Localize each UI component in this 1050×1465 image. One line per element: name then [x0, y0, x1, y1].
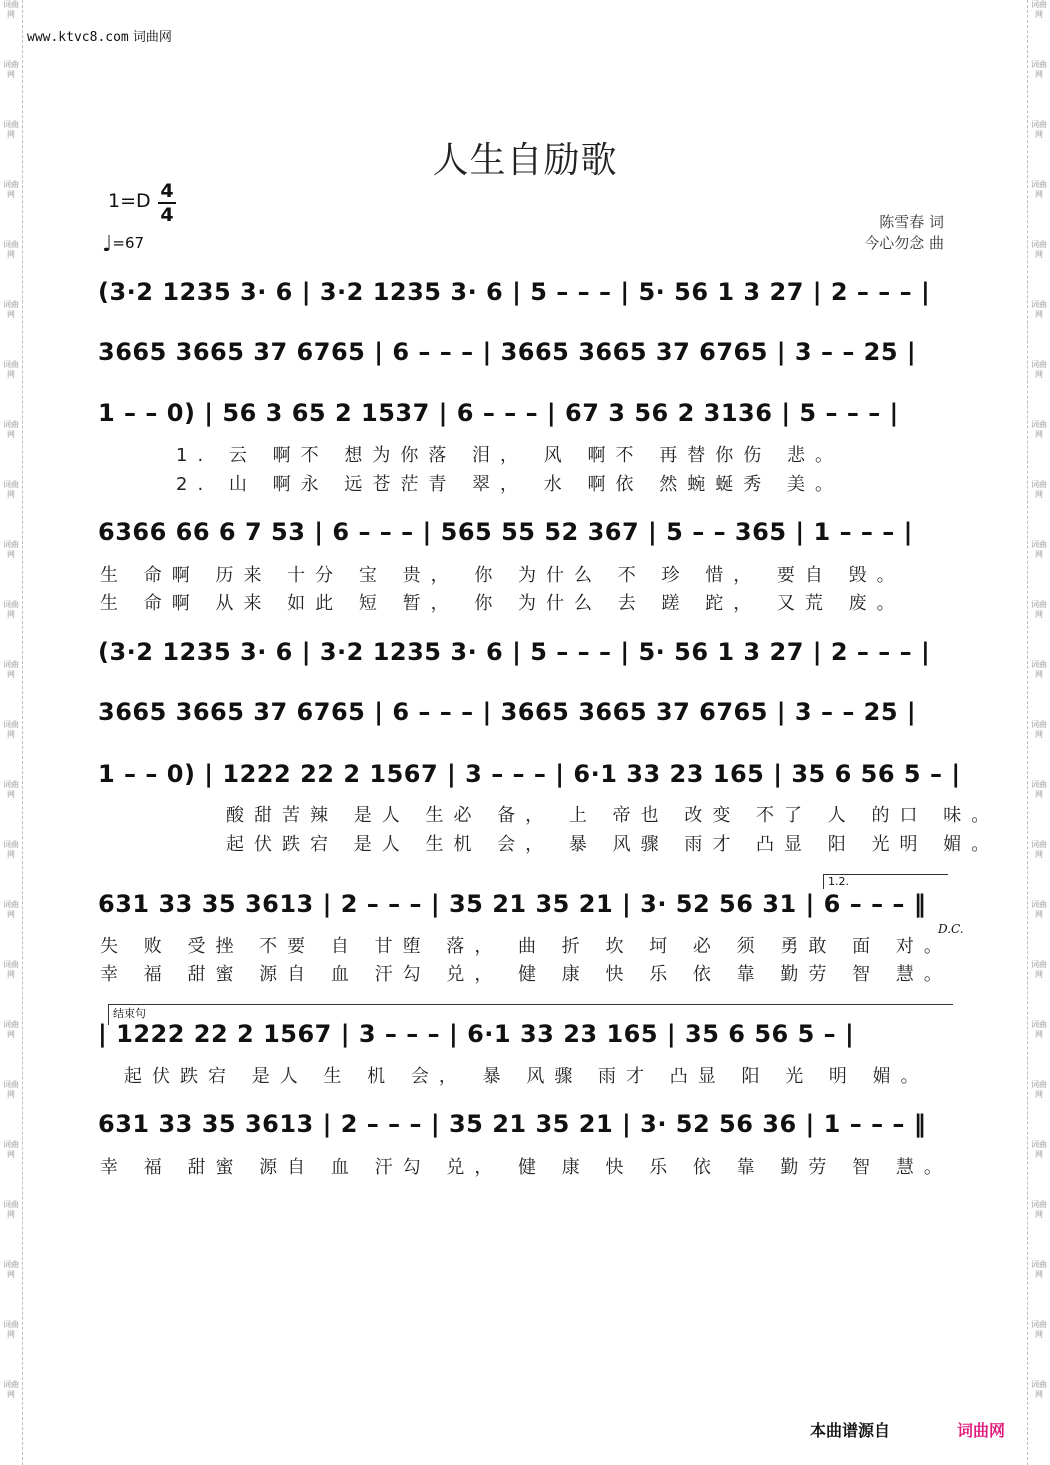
notation-system-4: 6366 66 6 7 53 | 6 – – – | 565 55 52 367 | 5 – – 365 | 1 – – – |: [98, 518, 913, 546]
watermark-mark: 词曲网: [1031, 840, 1047, 859]
watermark-mark: 词曲网: [1031, 900, 1047, 919]
notation-system-5: (3·2 1235 3· 6 | 3·2 1235 3· 6 | 5 – – – | 5· 56 1 3 27 | 2 – – – |: [98, 638, 931, 666]
right-watermark-strip: [1027, 0, 1050, 1465]
lyric-line: 失 败 受挫 不要 自 甘堕 落， 曲 折 坎 坷 必 须 勇敢 面 对。: [100, 936, 952, 957]
credits: [864, 212, 944, 254]
watermark-mark: 词曲网: [1031, 1260, 1047, 1279]
watermark-mark: 词曲网: [3, 720, 19, 739]
composer-credit: 今心勿念 曲: [864, 234, 944, 252]
watermark-mark: 词曲网: [1031, 660, 1047, 679]
key-signature: 1=D: [108, 190, 151, 212]
watermark-mark: 词曲网: [3, 960, 19, 979]
watermark-mark: 词曲网: [3, 0, 19, 19]
time-signature: [156, 180, 178, 226]
lyric-line: 2. 山 啊永 远苍茫青 翠， 水 啊依 然蜿蜒秀 美。: [176, 474, 843, 495]
watermark-mark: 词曲网: [1031, 960, 1047, 979]
notation-system-7: 1 – – 0) | 1222 22 2 1567 | 3 – – – | 6·1 33 23 165 | 35 6 56 5 – |: [98, 760, 961, 788]
lyric-line: 幸 福 甜蜜 源自 血 汗勾 兑， 健 康 快 乐 依 靠 勤劳 智 慧。: [100, 1157, 952, 1178]
lyric-line: 生 命啊 历来 十分 宝 贵， 你 为什么 不 珍 惜， 要自 毁。: [100, 565, 905, 586]
site-url[interactable]: www.ktvc8.com: [27, 30, 129, 45]
watermark-mark: 词曲网: [3, 780, 19, 799]
watermark-mark: 词曲网: [3, 840, 19, 859]
watermark-mark: 词曲网: [1031, 60, 1047, 79]
lyricist-credit: 陈雪春 词: [879, 213, 944, 231]
watermark-mark: 词曲网: [3, 120, 19, 139]
watermark-mark: 词曲网: [1031, 420, 1047, 439]
watermark-mark: 词曲网: [3, 540, 19, 559]
tempo-value: =67: [112, 234, 145, 252]
watermark-mark: 词曲网: [1031, 0, 1047, 19]
watermark-mark: 词曲网: [1031, 1200, 1047, 1219]
watermark-mark: 词曲网: [1031, 180, 1047, 199]
lyric-line: 幸 福 甜蜜 源自 血 汗勾 兑， 健 康 快 乐 依 靠 勤劳 智 慧。: [100, 964, 952, 985]
watermark-mark: 词曲网: [3, 1260, 19, 1279]
notation-system-9: | 1222 22 2 1567 | 3 – – – | 6·1 33 23 165 | 35 6 56 5 – |: [98, 1020, 855, 1048]
watermark-mark: 词曲网: [1031, 480, 1047, 499]
footer-source-label: 本曲谱源自: [810, 1421, 891, 1440]
watermark-mark: 词曲网: [3, 300, 19, 319]
watermark-mark: 词曲网: [3, 600, 19, 619]
watermark-mark: 词曲网: [1031, 120, 1047, 139]
notation-system-8: 631 33 35 3613 | 2 – – – | 35 21 35 21 | 3· 52 56 31 | 6 – – – ‖: [98, 890, 927, 918]
left-watermark-strip: [0, 0, 23, 1465]
watermark-mark: 词曲网: [1031, 1380, 1047, 1399]
time-signature-bottom: 4: [160, 204, 174, 226]
watermark-mark: 词曲网: [3, 1080, 19, 1099]
notation-system-3: 1 – – 0) | 56 3 65 2 1537 | 6 – – – | 67 3 56 2 3136 | 5 – – – |: [98, 399, 899, 427]
watermark-mark: 词曲网: [1031, 360, 1047, 379]
watermark-mark: 词曲网: [3, 60, 19, 79]
notation-system-1: (3·2 1235 3· 6 | 3·2 1235 3· 6 | 5 – – – | 5· 56 1 3 27 | 2 – – – |: [98, 278, 931, 306]
notation-system-6: 3665 3665 37 6765 | 6 – – – | 3665 3665 37 6765 | 3 – – 25 |: [98, 698, 917, 726]
watermark-mark: 词曲网: [3, 1200, 19, 1219]
time-signature-top: 4: [160, 180, 174, 202]
watermark-mark: 词曲网: [1031, 600, 1047, 619]
watermark-mark: 词曲网: [3, 360, 19, 379]
watermark-mark: 词曲网: [1031, 1140, 1047, 1159]
watermark-mark: 词曲网: [1031, 1080, 1047, 1099]
watermark-mark: 词曲网: [1031, 1020, 1047, 1039]
lyric-line: 起伏跌宕 是人 生 机 会， 暴 风骤 雨才 凸显 阳 光 明 媚。: [124, 1066, 929, 1087]
notation-system-10: 631 33 35 3613 | 2 – – – | 35 21 35 21 | 3· 52 56 36 | 1 – – – ‖: [98, 1110, 927, 1138]
watermark-mark: 词曲网: [1031, 540, 1047, 559]
volta-bracket: 1.2.: [823, 874, 948, 889]
lyric-line: 生 命啊 从来 如此 短 暂， 你 为什么 去 蹉 跎， 又荒 废。: [100, 593, 905, 614]
watermark-mark: 词曲网: [1031, 240, 1047, 259]
lyric-line: 1. 云 啊不 想为你落 泪， 风 啊不 再替你伤 悲。: [176, 445, 843, 466]
site-name: 词曲网: [132, 30, 172, 45]
notation-system-2: 3665 3665 37 6765 | 6 – – – | 3665 3665 37 6765 | 3 – – 25 |: [98, 338, 917, 366]
coda-bracket: 结束句: [108, 1004, 953, 1025]
watermark-mark: 词曲网: [3, 480, 19, 499]
lyric-line: 起伏跌宕 是人 生机 会， 暴 风骤 雨才 凸显 阳 光明 媚。: [226, 834, 1000, 855]
tempo-marking: [102, 232, 144, 257]
watermark-mark: 词曲网: [3, 1140, 19, 1159]
watermark-mark: 词曲网: [1031, 780, 1047, 799]
da-capo-mark: D.C.: [938, 922, 964, 936]
watermark-mark: 词曲网: [3, 660, 19, 679]
watermark-mark: 词曲网: [3, 240, 19, 259]
song-title: 人生自励歌: [432, 140, 618, 181]
lyric-line: 酸甜苦辣 是人 生必 备， 上 帝也 改变 不了 人 的口 味。: [226, 805, 1000, 826]
watermark-mark: 词曲网: [3, 180, 19, 199]
footer-brand-link[interactable]: 词曲网: [957, 1421, 1006, 1440]
site-header: [27, 26, 172, 45]
watermark-mark: 词曲网: [1031, 1320, 1047, 1339]
watermark-mark: 词曲网: [1031, 300, 1047, 319]
watermark-mark: 词曲网: [3, 420, 19, 439]
quarter-note-icon: ♩: [102, 232, 113, 257]
watermark-mark: 词曲网: [3, 1380, 19, 1399]
watermark-mark: 词曲网: [3, 1320, 19, 1339]
watermark-mark: 词曲网: [3, 900, 19, 919]
watermark-mark: 词曲网: [3, 1020, 19, 1039]
watermark-mark: 词曲网: [1031, 720, 1047, 739]
